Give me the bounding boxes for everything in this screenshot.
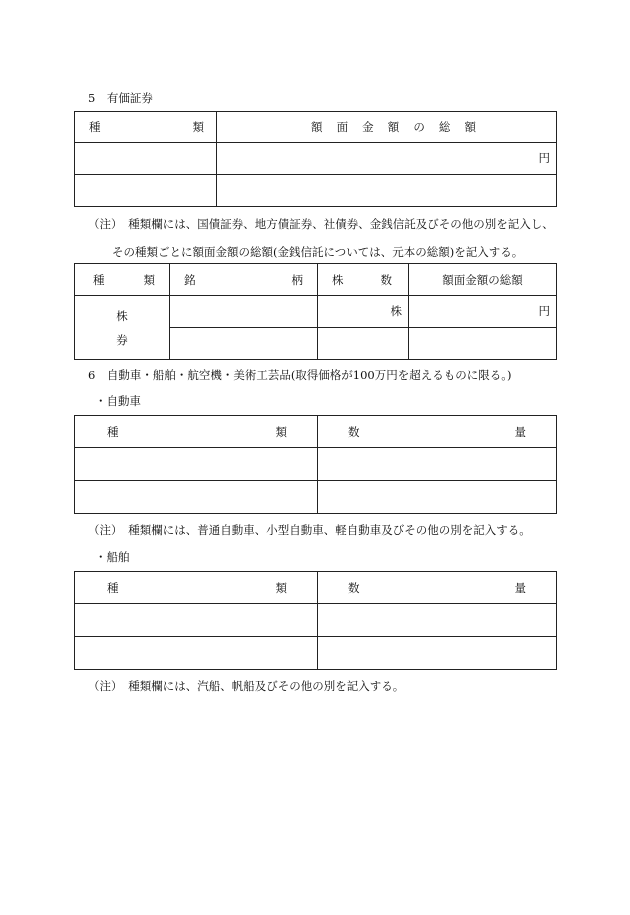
shares-unit: 株	[390, 303, 402, 318]
yen-unit: 円	[538, 150, 550, 165]
stock-certificate-label: 株 券	[75, 296, 170, 360]
brand-cell[interactable]	[170, 296, 318, 328]
type-cell[interactable]	[75, 637, 318, 670]
ships-note: （注） 種類欄には、汽船、帆船及びその他の別を記入する。	[88, 679, 405, 693]
section5-note-line2: その種類ごとに額面金額の総額(金銭信託については、元本の総額)を記入する。	[112, 245, 524, 259]
quantity-cell[interactable]	[318, 448, 557, 481]
yen-unit: 円	[538, 303, 550, 318]
quantity-cell[interactable]	[318, 637, 557, 670]
cars-table	[74, 415, 557, 514]
stock-table	[74, 263, 557, 360]
section5-heading: 5 有価証券	[88, 91, 153, 105]
cars-subheading: ・自動車	[95, 394, 141, 408]
type-cell[interactable]	[75, 143, 217, 175]
brand-cell[interactable]	[170, 328, 318, 360]
header-quantity: 数 量	[318, 572, 557, 604]
amount-cell[interactable]	[217, 143, 557, 175]
header-type: 種 類	[75, 416, 318, 448]
section5-note-line1: （注） 種類欄には、国債証券、地方債証券、社債券、金銭信託及びその他の別を記入し、	[88, 217, 554, 231]
type-cell[interactable]	[75, 448, 318, 481]
header-brand: 銘 柄	[170, 264, 318, 296]
type-cell[interactable]	[75, 481, 318, 514]
ships-subheading: ・船舶	[95, 550, 130, 564]
header-face-value-total: 額面金額の総額	[409, 264, 557, 296]
type-cell[interactable]	[75, 175, 217, 207]
face-value-cell[interactable]	[409, 296, 557, 328]
cars-note: （注） 種類欄には、普通自動車、小型自動車、軽自動車及びその他の別を記入する。	[88, 523, 531, 537]
quantity-cell[interactable]	[318, 481, 557, 514]
amount-cell[interactable]	[217, 175, 557, 207]
ships-table	[74, 571, 557, 670]
header-quantity: 数 量	[318, 416, 557, 448]
header-type: 種 類	[75, 112, 217, 143]
header-amount-total: 額 面 金 額 の 総 額	[217, 112, 557, 143]
shares-cell[interactable]	[318, 296, 409, 328]
shares-cell[interactable]	[318, 328, 409, 360]
header-shares: 株 数	[318, 264, 409, 296]
header-type: 種 類	[75, 264, 170, 296]
quantity-cell[interactable]	[318, 604, 557, 637]
header-type: 種 類	[75, 572, 318, 604]
securities-table	[74, 111, 557, 207]
face-value-cell[interactable]	[409, 328, 557, 360]
type-cell[interactable]	[75, 604, 318, 637]
section6-heading: 6 自動車・船舶・航空機・美術工芸品(取得価格が100万円を超えるものに限る。)	[88, 368, 512, 382]
